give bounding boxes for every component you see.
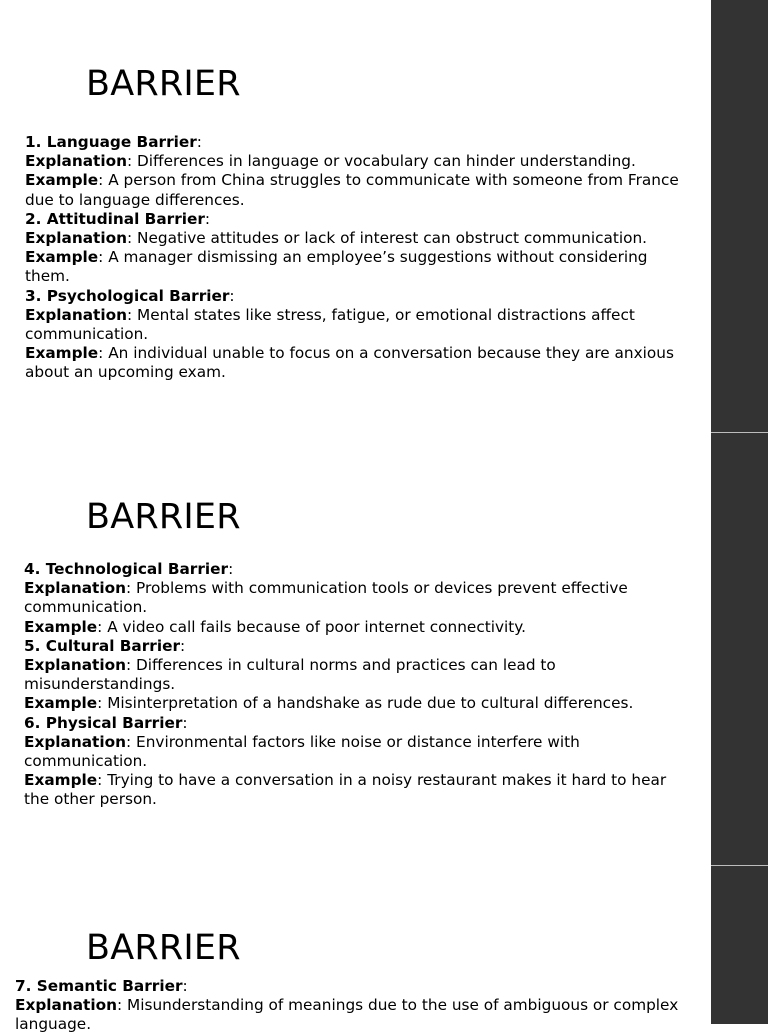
explanation-label: Explanation	[24, 579, 126, 598]
explanation-label: Explanation	[25, 229, 127, 248]
barrier-heading-line: 7. Semantic Barrier:	[15, 977, 188, 995]
explanation-label: Explanation	[24, 732, 126, 751]
example-text: Misinterpretation of a handshake as rude due to cultural differences.	[107, 694, 634, 713]
example-line: Example: Trying to have a conversation in a noisy restaurant makes it hard to hear the other person.	[24, 771, 667, 809]
barrier-heading-line: 3. Psychological Barrier:	[25, 286, 235, 305]
explanation-line: Explanation: Negative attitudes or lack of interest can obstruct communication.	[25, 229, 648, 248]
explanation-label: Explanation	[24, 656, 126, 675]
slide-3	[0, 866, 768, 1034]
slide-body	[25, 133, 693, 383]
explanation-text: Misunderstanding of meanings due to the use of ambiguous or complex language.	[15, 996, 679, 1034]
explanation-text: Differences in language or vocabulary can hinder understanding.	[137, 152, 636, 171]
barrier-heading: 4. Technological Barrier	[24, 560, 229, 578]
example-line: Example: An individual unable to focus on a conversation because they are anxious about an upcoming exam.	[25, 344, 674, 382]
slide-sidebar	[711, 433, 768, 865]
explanation-text: Mental states like stress, fatigue, or emotional distractions affect communication.	[25, 305, 635, 344]
explanation-label: Explanation	[15, 996, 117, 1015]
barrier-heading: 7. Semantic Barrier	[15, 977, 183, 995]
explanation-label: Explanation	[25, 152, 127, 171]
example-label: Example	[25, 344, 99, 363]
slide-title: BARRIER	[86, 497, 241, 537]
barrier-heading-line: 1. Language Barrier:	[25, 133, 202, 151]
example-text: A manager dismissing an employee’s suggestions without considering them.	[25, 248, 648, 286]
slide-1	[0, 0, 768, 432]
slide-body	[15, 977, 683, 1035]
example-text: A person from China struggles to communicate with someone from France due to language differences.	[25, 171, 679, 209]
barrier-heading-line: 2. Attitudinal Barrier:	[25, 209, 211, 228]
barrier-heading: 3. Psychological Barrier	[25, 286, 230, 305]
example-text: An individual unable to focus on a conversation because they are anxious about an upcoming exam.	[25, 344, 674, 382]
explanation-text: Environmental factors like noise or distance interfere with communication.	[24, 732, 580, 771]
barrier-heading: 5. Cultural Barrier	[24, 636, 181, 655]
explanation-line: Explanation: Differences in cultural norms and practices can lead to misunderstandings.	[24, 656, 556, 694]
example-label: Example	[24, 617, 98, 636]
explanation-label: Explanation	[25, 305, 127, 324]
barrier-heading: 1. Language Barrier	[25, 133, 197, 151]
example-line: Example: Misinterpretation of a handshake as rude due to cultural differences.	[24, 694, 634, 713]
example-line: Example: A video call fails because of poor internet connectivity.	[24, 617, 527, 636]
slide-body	[24, 560, 692, 810]
example-line: Example: A person from China struggles to communicate with someone from France due to language differences.	[25, 171, 679, 209]
barrier-heading: 6. Physical Barrier	[24, 713, 183, 732]
example-label: Example	[25, 248, 99, 267]
explanation-line: Explanation: Problems with communication tools or devices prevent effective communication.	[24, 579, 628, 617]
explanation-line: Explanation: Misunderstanding of meanings due to the use of ambiguous or complex language.	[15, 996, 679, 1034]
barrier-heading: 2. Attitudinal Barrier	[25, 209, 205, 228]
barrier-heading-line: 6. Physical Barrier:	[24, 713, 188, 732]
slide-sidebar	[711, 866, 768, 1024]
example-text: Trying to have a conversation in a noisy restaurant makes it hard to hear the other person.	[24, 771, 667, 809]
explanation-text: Differences in cultural norms and practices can lead to misunderstandings.	[24, 656, 556, 694]
example-label: Example	[24, 694, 98, 713]
explanation-line: Explanation: Mental states like stress, fatigue, or emotional distractions affect communication.	[25, 305, 635, 344]
explanation-line: Explanation: Differences in language or vocabulary can hinder understanding.	[25, 152, 636, 171]
explanation-text: Problems with communication tools or devices prevent effective communication.	[24, 579, 628, 617]
example-line: Example: A manager dismissing an employee’s suggestions without considering them.	[25, 248, 648, 286]
slide-sidebar	[711, 0, 768, 432]
example-label: Example	[24, 771, 98, 790]
slide-title: BARRIER	[86, 928, 241, 968]
example-label: Example	[25, 171, 99, 190]
barrier-heading-line: 5. Cultural Barrier:	[24, 636, 186, 655]
slide-2	[0, 433, 768, 865]
example-text: A video call fails because of poor internet connectivity.	[107, 617, 527, 636]
explanation-text: Negative attitudes or lack of interest can obstruct communication.	[137, 229, 648, 248]
barrier-heading-line: 4. Technological Barrier:	[24, 560, 234, 578]
slide-title: BARRIER	[86, 64, 241, 104]
explanation-line: Explanation: Environmental factors like noise or distance interfere with communication.	[24, 732, 580, 771]
